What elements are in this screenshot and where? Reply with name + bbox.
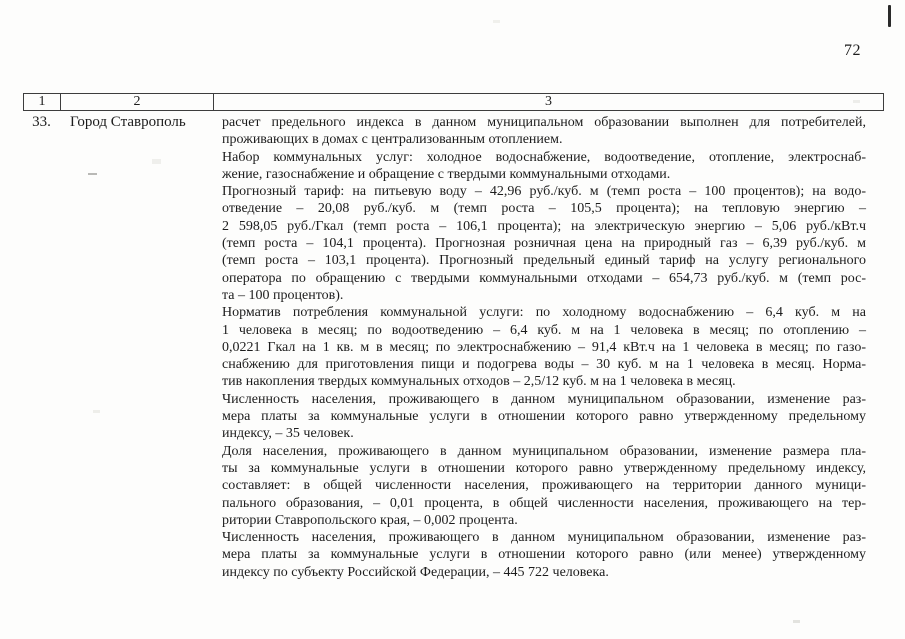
text-line: Норматив потребления коммунальной услуги: по холодному водоснабжению – 6,4 куб. м на bbox=[222, 305, 866, 321]
text-line: 0,0221 Гкал на 1 кв. м в месяц; по электроснабжению – 91,4 кВт.ч на 1 человека в месяц; по газо- bbox=[222, 339, 866, 355]
text-line: Численность населения, проживающего в данном муниципальном образовании, изменение раз- bbox=[222, 391, 866, 407]
text-line: расчет предельного индекса в данном муниципальном образовании выполнен для потребителей, bbox=[222, 115, 866, 130]
text-line: индексу, – 35 человек. bbox=[222, 426, 354, 442]
text-line: индексу по субъекту Российской Федерации, – 445 722 человека. bbox=[222, 564, 609, 580]
table-header-col-1: 1 bbox=[24, 94, 61, 110]
text-line: ты за коммунальные услуги в отношении которого равно утвержденному предельному индексу, bbox=[222, 460, 866, 476]
text-line: Прогнозный тариф: на питьевую воду – 42,96 руб./куб. м (темп роста – 100 процентов); на водо- bbox=[222, 184, 866, 200]
text-line: снабжению для приготовления пищи и подогрева воды – 30 куб. м на 1 человека в месяц. Норма- bbox=[222, 357, 866, 373]
table-row bbox=[23, 112, 884, 581]
text-line: (темп роста – 103,1 процента). Прогнозный предельный единый тариф на услугу регионального bbox=[222, 253, 866, 269]
text-line: мера платы за коммунальные услуги в отношении которого равно (или менее) утвержденному bbox=[222, 547, 866, 563]
text-line: Численность населения, проживающего в данном муниципальном образовании, изменение раз- bbox=[222, 530, 866, 546]
municipality-name: Город Ставрополь bbox=[70, 114, 186, 130]
text-line: жение, газоснабжение и обращение с твердыми коммунальными отходами. bbox=[222, 166, 671, 182]
text-line: пального образования, – 0,01 процента, в общей численности населения, проживающего на тер- bbox=[222, 495, 866, 511]
page-number: 72 bbox=[844, 42, 861, 59]
table bbox=[23, 93, 884, 581]
text-line: ритории Ставропольского края, – 0,002 процента. bbox=[222, 512, 518, 528]
table-header-col-2: 2 bbox=[61, 94, 214, 110]
text-line: Набор коммунальных услуг: холодное водоснабжение, водоотведение, отопление, электроснаб- bbox=[222, 149, 866, 165]
text-line: 2 598,05 руб./Гкал (темп роста – 106,1 процента); на электрическую энергию – 5,06 руб./кВт.ч bbox=[222, 218, 866, 234]
text-line: (темп роста – 104,1 процента). Прогнозная розничная цена на природный газ – 6,39 руб./куб. м bbox=[222, 236, 866, 252]
scan-artifact-speck bbox=[793, 620, 800, 623]
scan-artifact-bar bbox=[888, 5, 891, 27]
text-line: составляет: в общей численности населения, проживающего на территории данного муници- bbox=[222, 478, 866, 494]
table-header-col-3: 3 bbox=[545, 94, 552, 109]
text-line: оператора по обращению с твердыми коммунальными отходами – 654,73 руб./куб. м (темп рос- bbox=[222, 270, 866, 286]
text-line: мера платы за коммунальные услуги в отношении которого равно утвержденному предельному bbox=[222, 409, 866, 425]
row-description-text bbox=[213, 112, 884, 581]
text-line: проживающих в домах с централизованным отоплением. bbox=[222, 132, 563, 148]
text-line: 1 человека в месяц; по водоотведению – 6,4 куб. м на 1 человека в месяц; по отоплению – bbox=[222, 322, 866, 338]
text-line: тив накопления твердых коммунальных отходов – 2,5/12 куб. м на 1 человека в месяц. bbox=[222, 374, 736, 390]
text-line: Доля населения, проживающего в данном муниципальном образовании, изменение размера пла- bbox=[222, 443, 866, 459]
text-line: та – 100 процентов). bbox=[222, 287, 344, 303]
text-line: отведение – 20,08 руб./куб. м (темп роста – 105,5 процента); на тепловую энергию – bbox=[222, 201, 866, 217]
row-number: 33. bbox=[32, 114, 51, 130]
table-header-row bbox=[23, 93, 884, 111]
